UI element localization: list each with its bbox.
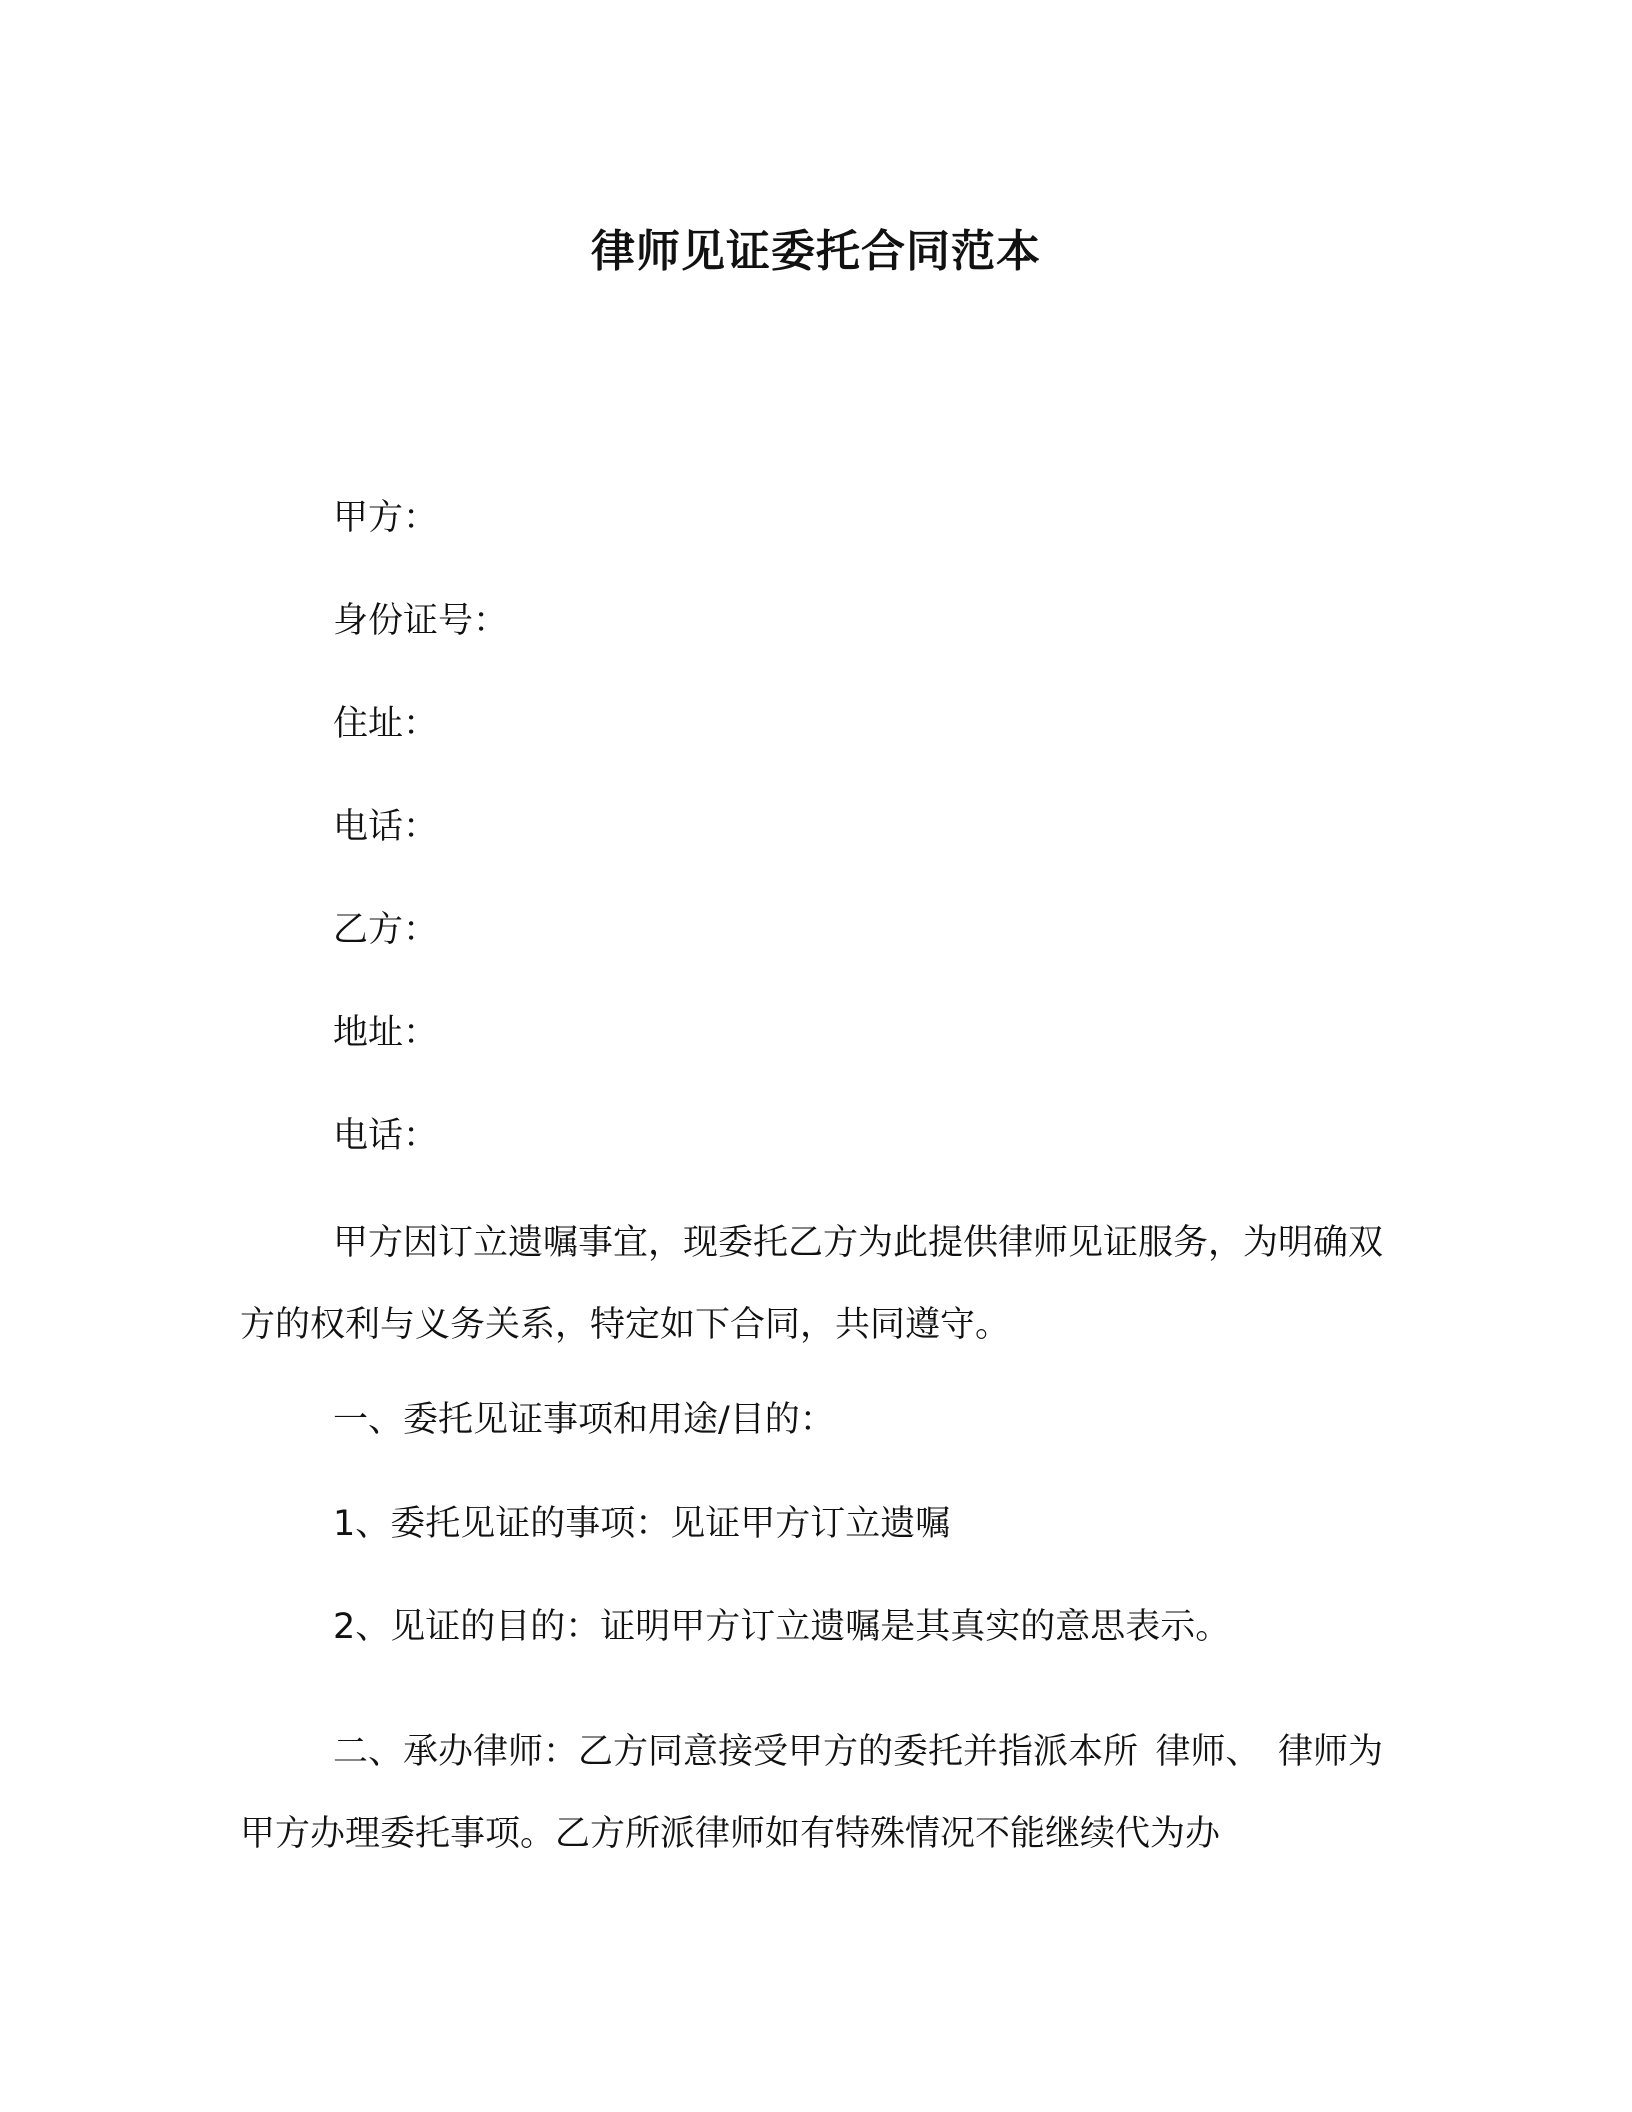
address-field: 住址： xyxy=(333,704,439,744)
phone-field-a: 电话： xyxy=(333,807,439,847)
section-2-text-part2: 律师、 xyxy=(1155,1732,1261,1772)
party-b-field: 乙方： xyxy=(333,910,439,950)
party-b-address-field: 地址： xyxy=(333,1013,439,1053)
section-2-text-part3: 律师为甲方办理委托事项。乙方所派律师如有特殊情况不能继续代为办 xyxy=(240,1732,1384,1854)
intro-paragraph: 甲方因订立遗嘱事宜，现委托乙方为此提供律师见证服务，为明确双方的权利与义务关系，特定如下合同，共同遵守。 xyxy=(240,1223,1384,1345)
item-1: 1、委托见证的事项：见证甲方订立遗嘱 xyxy=(333,1504,951,1544)
document-title: 律师见证委托合同范本 xyxy=(591,226,1041,277)
id-number-field: 身份证号： xyxy=(333,601,509,641)
section-2-text-part1: 二、承办律师：乙方同意接受甲方的委托并指派本所 xyxy=(333,1732,1139,1772)
section-1-heading: 一、委托见证事项和用途/目的： xyxy=(333,1400,835,1440)
party-a-field: 甲方： xyxy=(333,498,439,538)
section-2-paragraph xyxy=(240,1711,1390,1875)
phone-field-b: 电话： xyxy=(333,1116,439,1156)
item-2: 2、见证的目的：证明甲方订立遗嘱是其真实的意思表示。 xyxy=(333,1607,1231,1647)
